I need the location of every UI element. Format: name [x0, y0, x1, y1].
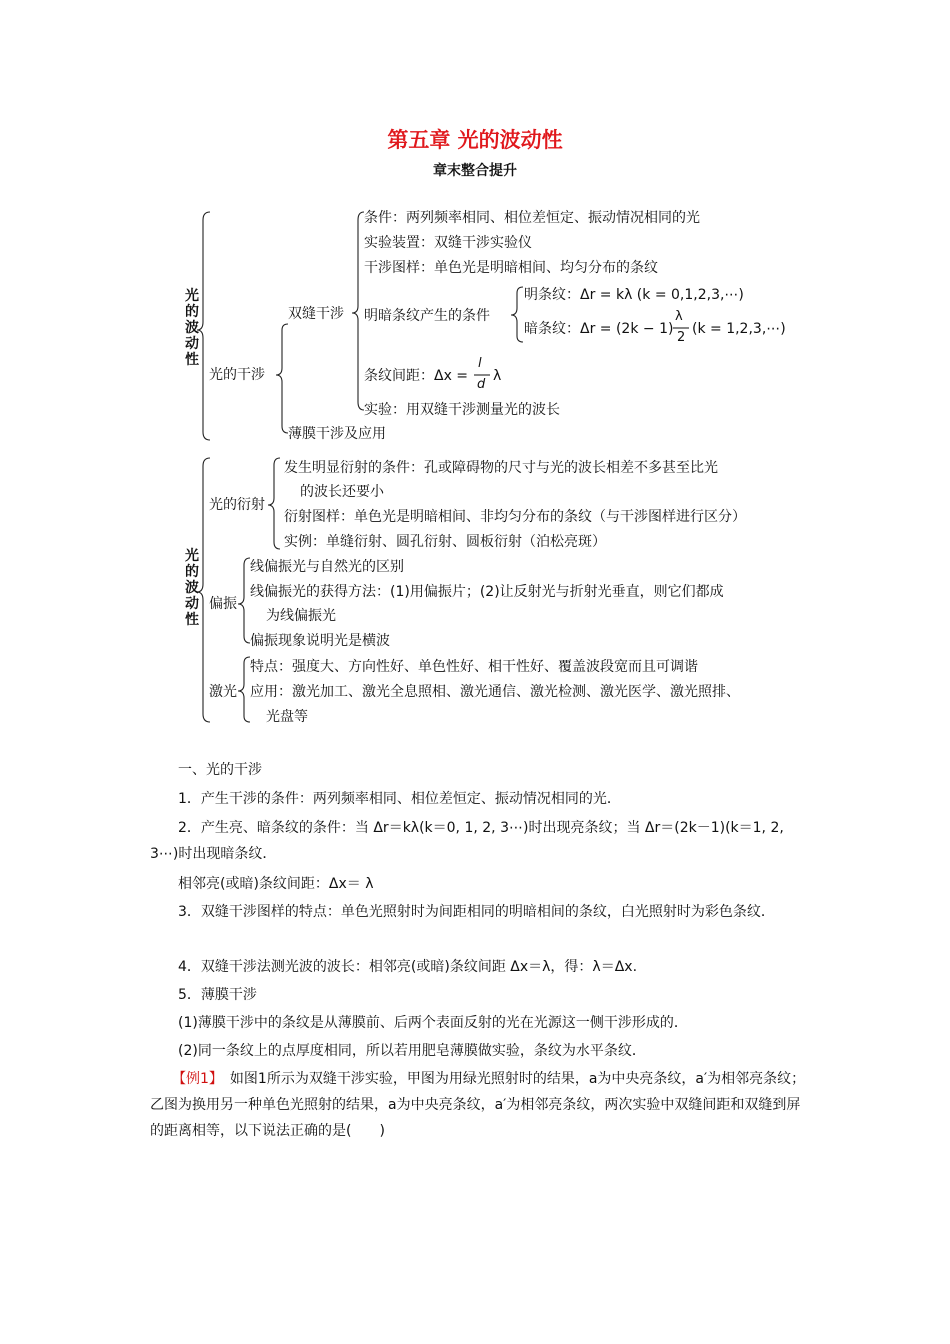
map1-double-slit: 双缝干涉 — [288, 306, 344, 322]
paragraph-2b: 相邻亮(或暗)条纹间距：Δx＝ λ — [178, 876, 374, 892]
map2-diff-examples: 实例：单缝衍射、圆孔衍射、圆板衍射（泊松亮斑） — [284, 534, 606, 550]
map2-pol-item1: 线偏振光与自然光的区别 — [250, 559, 404, 575]
map1-dark-fraction-denominator: 2 — [677, 330, 686, 345]
map1-spacing-denominator: d — [477, 377, 486, 392]
paragraph-4: 4．双缝干涉法测光波的波长：相邻亮(或暗)条纹间距 Δx＝λ，得：λ＝Δx. — [178, 959, 638, 975]
map2-pol-item2-line2: 为线偏振光 — [266, 608, 336, 624]
page-title: 第五章 光的波动性 — [387, 128, 563, 152]
paragraph-2: 2．产生亮、暗条纹的条件：当 Δr＝kλ(k＝0, 1, 2, 3⋯)时出现亮条纹；当 Δr＝(2k－1)(k＝1, 2, 3⋯)时出现暗条纹． — [150, 820, 784, 862]
paragraph-1: 1．产生干涉的条件：两列频率相同、相位差恒定、振动情况相同的光． — [178, 791, 621, 807]
paragraph-5: 5．薄膜干涉 — [178, 987, 257, 1003]
map2-diffraction: 光的衍射 — [209, 497, 265, 513]
map2-diff-pattern: 衍射图样：单色光是明暗相间、非均匀分布的条纹（与干涉图样进行区分） — [284, 509, 746, 525]
map2-laser-apps-line1: 应用：激光加工、激光全息照相、激光通信、激光检测、激光医学、激光照排、 — [250, 684, 740, 700]
map2-laser-apps-line2: 光盘等 — [266, 709, 308, 725]
map1-spacing-prefix: 条纹间距：Δx = — [364, 368, 469, 384]
map2-root-label: 光的波动性 — [185, 548, 199, 628]
map1-fringe-condition: 明暗条纹产生的条件 — [364, 308, 490, 324]
map1-dark-fringe-prefix: 暗条纹：Δr = (2k − 1) — [524, 321, 674, 337]
map2-laser-features: 特点：强度大、方向性好、单色性好、相干性好、覆盖波段宽而且可调谐 — [250, 659, 698, 675]
map2-laser: 激光 — [209, 684, 237, 700]
paragraph-3: 3．双缝干涉图样的特点：单色光照射时为间距相同的明暗相间的条纹，白光照射时为彩色条纹． — [178, 904, 775, 920]
example-label: 【例1】 — [172, 1071, 216, 1087]
map2-pol-item3: 偏振现象说明光是横波 — [250, 633, 390, 649]
map1-apparatus: 实验装置：双缝干涉实验仪 — [364, 235, 532, 251]
map2-diff-condition-line1: 发生明显衍射的条件：孔或障碍物的尺寸与光的波长相差不多甚至比光 — [284, 460, 718, 476]
map1-spacing-numerator: l — [478, 356, 482, 371]
map1-spacing-suffix: λ — [493, 368, 502, 384]
section-heading: 一、光的干涉 — [178, 762, 262, 778]
map2-diff-condition-line2: 的波长还要小 — [300, 484, 384, 500]
paragraph-5a: (1)薄膜干涉中的条纹是从薄膜前、后两个表面反射的光在光源这一侧干涉形成的． — [178, 1015, 688, 1031]
map2-polarization: 偏振 — [209, 596, 237, 612]
example-1 — [150, 1066, 810, 1144]
map1-pattern: 干涉图样：单色光是明暗相间、均匀分布的条纹 — [364, 260, 658, 276]
page-subtitle: 章末整合提升 — [433, 163, 517, 179]
paragraph-5b: (2)同一条纹上的点厚度相同，所以若用肥皂薄膜做实验，条纹为水平条纹． — [178, 1043, 646, 1059]
map1-condition: 条件：两列频率相同、相位差恒定、振动情况相同的光 — [364, 210, 700, 226]
map1-bright-fringe: 明条纹：Δr = kλ (k = 0,1,2,3,⋯) — [524, 287, 744, 303]
example-body: 如图1所示为双缝干涉实验，甲图为用绿光照射时的结果，a为中央亮条纹，a′为相邻亮条纹；乙图为换用另一种单色光照射的结果，a为中央亮条纹，a′为相邻亮条纹，两次实验中双缝间距和双缝到屏的距离相等，以下说法正确的是( ) — [150, 1071, 806, 1139]
map1-experiment: 实验：用双缝干涉测量光的波长 — [364, 402, 560, 418]
map1-interference: 光的干涉 — [209, 367, 265, 383]
map1-dark-fringe-suffix: (k = 1,2,3,⋯) — [692, 321, 786, 337]
map1-dark-fraction-numerator: λ — [675, 309, 683, 324]
map1-root-label: 光的波动性 — [185, 288, 199, 368]
map2-pol-item2-line1: 线偏振光的获得方法：(1)用偏振片；(2)让反射光与折射光垂直，则它们都成 — [250, 584, 724, 600]
map1-thin-film: 薄膜干涉及应用 — [288, 426, 386, 442]
